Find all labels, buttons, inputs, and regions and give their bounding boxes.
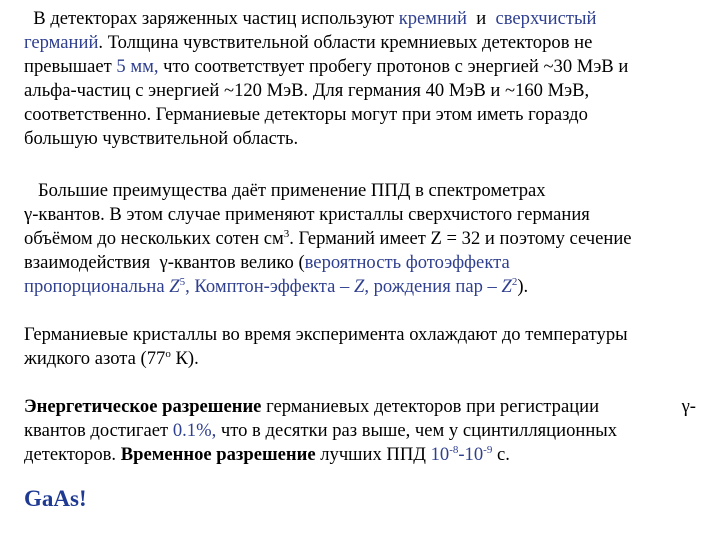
text-run: с. [492, 444, 510, 465]
paragraph-spectrometers [24, 179, 704, 299]
text-run: . Германий имеет Z = 32 и поэтому сечение [289, 228, 632, 249]
bold-energy-resolution: Энергетическое разрешение [24, 396, 262, 417]
text-line [24, 443, 704, 467]
text-line: большую чувствительной область. [24, 128, 299, 149]
text-line: γ-квантов. В этом случае применяют кристаллы сверхчистого германия [24, 204, 590, 225]
gaas-heading: GaAs! [24, 486, 87, 511]
highlight-silicon: кремний [398, 8, 467, 29]
superscript: о [165, 348, 171, 360]
text-run: ). [517, 276, 529, 297]
text-line [24, 347, 704, 371]
text-line [24, 55, 704, 79]
text-run: детекторов. [24, 444, 121, 465]
text-run: что соответствует пробегу протонов с энергией ~30 МэВ и [158, 56, 629, 77]
text-run: пропорциональна [24, 276, 170, 297]
highlight-thickness: 5 мм, [116, 56, 159, 77]
text-run: объёмом до нескольких сотен см [24, 228, 284, 249]
text-run: квантов достигает [24, 420, 173, 441]
text-line [24, 7, 704, 31]
symbol-z: Z [353, 276, 365, 297]
text-run: К). [170, 348, 199, 369]
text-line [24, 227, 704, 251]
text-run: γ- [681, 396, 696, 417]
superscript: 2 [511, 276, 518, 288]
superscript: -9 [483, 444, 493, 456]
highlight-percent: 0.1%, [172, 420, 217, 441]
paragraph-cooling [24, 323, 704, 371]
bold-time-resolution: Временное разрешение [120, 444, 316, 465]
superscript: -8 [449, 444, 459, 456]
text-line: альфа-частиц с энергией ~120 МэВ. Для германия 40 МэВ и ~160 МэВ, [24, 80, 590, 101]
text-run: , рождения пар – [364, 276, 502, 297]
text-run: и [466, 8, 496, 29]
text-line: Германиевые кристаллы во время эксперимента охлаждают до температуры [24, 324, 628, 345]
paragraph-detectors-materials [24, 7, 704, 151]
text-line: Большие преимущества даёт применение ППД в спектрометрах [24, 180, 546, 201]
text-line [24, 251, 704, 275]
text-line [24, 419, 704, 443]
text-run: что в десятки раз выше, чем у сцинтилляционных [216, 420, 618, 441]
highlight-time: 10 [430, 444, 450, 465]
symbol-z: Z [169, 276, 180, 297]
highlight-ultrapure: сверхчистый [495, 8, 597, 29]
text-run: превышает [24, 56, 117, 77]
text-line [24, 275, 704, 299]
superscript: 3 [283, 228, 290, 240]
text-run: взаимодействия γ-квантов велико ( [24, 252, 305, 273]
text-run: В детекторах заряженных частиц используют [24, 8, 399, 29]
highlight-germanium: германий [24, 32, 99, 53]
text-line: соответственно. Германиевые детекторы могут при этом иметь гораздо [24, 104, 588, 125]
text-run: жидкого азота (77 [24, 348, 166, 369]
text-run: лучших ППД [315, 444, 431, 465]
superscript: 5 [179, 276, 186, 288]
text-line [24, 395, 696, 419]
symbol-z: Z [501, 276, 512, 297]
text-run: германиевых детекторов при регистрации [261, 396, 600, 417]
text-run: , Комптон-эффекта – [185, 276, 354, 297]
highlight-photoeffect: вероятность фотоэффекта [304, 252, 510, 273]
text-line [24, 31, 704, 55]
paragraph-resolution [24, 395, 704, 467]
text-run: . Толщина чувствительной области кремниевых детекторов не [98, 32, 593, 53]
highlight-time: -10 [458, 444, 484, 465]
